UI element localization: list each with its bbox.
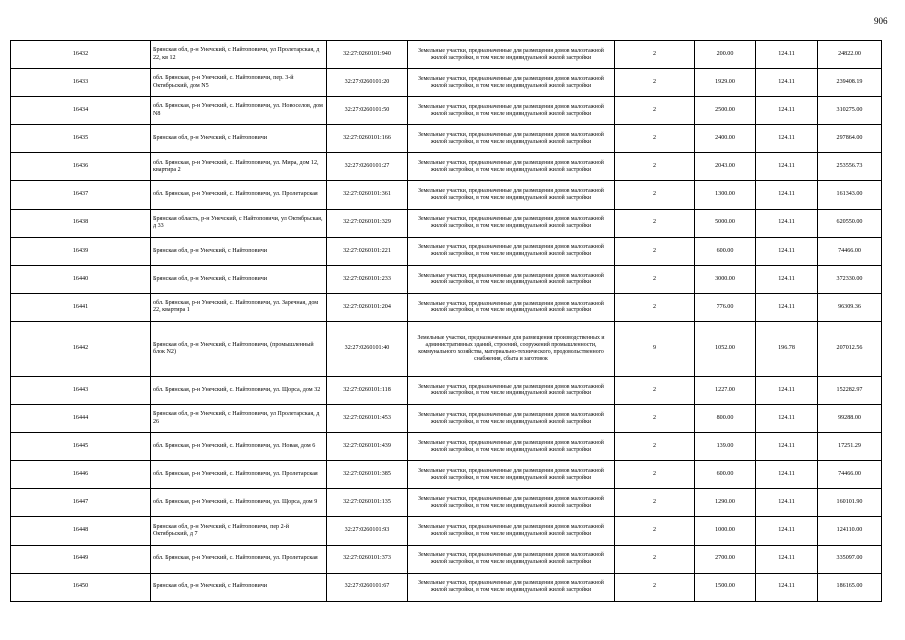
specific-value-cell: 124.11 [756, 461, 818, 489]
land-use-cell: Земельные участки, предназначенные для размещения домов малоэтажной жилой застройки, в том числе индивидуальной жилой застройки [408, 237, 615, 265]
address-cell: Брянская обл, р-н Унечский, с Найтоповичи [151, 573, 327, 601]
row-number-cell: 16450 [11, 573, 151, 601]
area-cell: 600.00 [695, 237, 756, 265]
table-row [11, 97, 882, 125]
row-number-cell: 16442 [11, 321, 151, 376]
area-cell: 3000.00 [695, 265, 756, 293]
specific-value-cell: 124.11 [756, 237, 818, 265]
table-row [11, 405, 882, 433]
cadastral-value-cell: 310275.00 [818, 97, 882, 125]
cadastral-number-cell: 32:27:0260101:27 [327, 153, 408, 181]
row-number-cell: 16445 [11, 433, 151, 461]
row-number-cell: 16446 [11, 461, 151, 489]
table-row [11, 489, 882, 517]
area-cell: 600.00 [695, 461, 756, 489]
cadastral-number-cell: 32:27:0260101:50 [327, 97, 408, 125]
row-number-cell: 16441 [11, 293, 151, 321]
cadastral-value-cell: 335097.00 [818, 545, 882, 573]
group-cell: 9 [615, 321, 695, 376]
group-cell: 2 [615, 489, 695, 517]
area-cell: 1290.00 [695, 489, 756, 517]
address-cell: обл. Брянская, р-н Унечский, с. Найтоповичи, ул. Пролетарская [151, 545, 327, 573]
specific-value-cell: 196.78 [756, 321, 818, 376]
address-cell: Брянская обл, р-н Унечский, с Найтоповичи [151, 237, 327, 265]
land-use-cell: Земельные участки, предназначенные для размещения домов малоэтажной жилой застройки, в том числе индивидуальной жилой застройки [408, 41, 615, 69]
cadastral-value-cell: 17251.29 [818, 433, 882, 461]
cadastral-number-cell: 32:27:0260101:166 [327, 125, 408, 153]
table-row [11, 181, 882, 209]
row-number-cell: 16437 [11, 181, 151, 209]
group-cell: 2 [615, 573, 695, 601]
cadastral-number-cell: 32:27:0260101:67 [327, 573, 408, 601]
specific-value-cell: 124.11 [756, 265, 818, 293]
specific-value-cell: 124.11 [756, 209, 818, 237]
area-cell: 200.00 [695, 41, 756, 69]
group-cell: 2 [615, 41, 695, 69]
address-cell: Брянская обл, р-н Унечский, с Найтоповичи, пер 2-й Октябрьский, д 7 [151, 517, 327, 545]
cadastral-value-cell: 74466.00 [818, 461, 882, 489]
table-row [11, 461, 882, 489]
address-cell: Брянская область, р-н Унечский, с Найтоповичи, ул Октябрьская, д 33 [151, 209, 327, 237]
land-use-cell: Земельные участки, предназначенные для размещения домов малоэтажной жилой застройки, в том числе индивидуальной жилой застройки [408, 405, 615, 433]
cadastral-value-cell: 96309.36 [818, 293, 882, 321]
table-row [11, 433, 882, 461]
cadastral-number-cell: 32:27:0260101:385 [327, 461, 408, 489]
land-use-cell: Земельные участки, предназначенные для размещения домов малоэтажной жилой застройки, в том числе индивидуальной жилой застройки [408, 293, 615, 321]
table-row [11, 237, 882, 265]
land-use-cell: Земельные участки, предназначенные для размещения домов малоэтажной жилой застройки, в том числе индивидуальной жилой застройки [408, 376, 615, 404]
cadastral-number-cell: 32:27:0260101:373 [327, 545, 408, 573]
cadastral-value-cell: 207012.56 [818, 321, 882, 376]
cadastral-number-cell: 32:27:0260101:204 [327, 293, 408, 321]
land-use-cell: Земельные участки, предназначенные для размещения домов малоэтажной жилой застройки, в том числе индивидуальной жилой застройки [408, 461, 615, 489]
cadastral-number-cell: 32:27:0260101:439 [327, 433, 408, 461]
group-cell: 2 [615, 461, 695, 489]
group-cell: 2 [615, 376, 695, 404]
table-row [11, 545, 882, 573]
area-cell: 1000.00 [695, 517, 756, 545]
cadastral-value-cell: 152282.97 [818, 376, 882, 404]
land-use-cell: Земельные участки, предназначенные для размещения домов малоэтажной жилой застройки, в том числе индивидуальной жилой застройки [408, 489, 615, 517]
address-cell: обл. Брянская, р-н Унечский, с. Найтоповичи, ул. Новоселов, дом N8 [151, 97, 327, 125]
land-use-cell: Земельные участки, предназначенные для размещения домов малоэтажной жилой застройки, в том числе индивидуальной жилой застройки [408, 573, 615, 601]
row-number-cell: 16435 [11, 125, 151, 153]
specific-value-cell: 124.11 [756, 293, 818, 321]
cadastral-value-cell: 297864.00 [818, 125, 882, 153]
row-number-cell: 16432 [11, 41, 151, 69]
area-cell: 2400.00 [695, 125, 756, 153]
area-cell: 2043.00 [695, 153, 756, 181]
cadastral-value-cell: 620550.00 [818, 209, 882, 237]
row-number-cell: 16443 [11, 376, 151, 404]
specific-value-cell: 124.11 [756, 41, 818, 69]
area-cell: 2700.00 [695, 545, 756, 573]
specific-value-cell: 124.11 [756, 573, 818, 601]
cadastral-value-cell: 253556.73 [818, 153, 882, 181]
row-number-cell: 16436 [11, 153, 151, 181]
page-number: 906 [874, 16, 888, 26]
cadastral-number-cell: 32:27:0260101:329 [327, 209, 408, 237]
group-cell: 2 [615, 517, 695, 545]
specific-value-cell: 124.11 [756, 545, 818, 573]
table-row [11, 293, 882, 321]
table-row [11, 125, 882, 153]
specific-value-cell: 124.11 [756, 69, 818, 97]
cadastral-value-cell: 372330.00 [818, 265, 882, 293]
cadastral-value-cell: 161343.00 [818, 181, 882, 209]
specific-value-cell: 124.11 [756, 97, 818, 125]
address-cell: обл. Брянская, р-н Унечский, с. Найтоповичи, ул. Мира, дом 12, квартира 2 [151, 153, 327, 181]
cadastral-value-cell: 160101.90 [818, 489, 882, 517]
land-use-cell: Земельные участки, предназначенные для размещения домов малоэтажной жилой застройки, в том числе индивидуальной жилой застройки [408, 97, 615, 125]
land-use-cell: Земельные участки, предназначенные для размещения домов малоэтажной жилой застройки, в том числе индивидуальной жилой застройки [408, 181, 615, 209]
row-number-cell: 16438 [11, 209, 151, 237]
row-number-cell: 16448 [11, 517, 151, 545]
group-cell: 2 [615, 265, 695, 293]
land-use-cell: Земельные участки, предназначенные для размещения домов малоэтажной жилой застройки, в том числе индивидуальной жилой застройки [408, 517, 615, 545]
cadastral-value-table [10, 40, 882, 602]
specific-value-cell: 124.11 [756, 376, 818, 404]
specific-value-cell: 124.11 [756, 489, 818, 517]
address-cell: обл. Брянская, р-н Унечский, с. Найтоповичи, пер. 3-й Октябрьский, дом N5 [151, 69, 327, 97]
group-cell: 2 [615, 293, 695, 321]
land-use-cell: Земельные участки, предназначенные для размещения производственных и административных зданий, строений, сооружений промышленности, коммунального хозяйства, материально-технического, продовольственного снабжения, сбыта и заготовок [408, 321, 615, 376]
row-number-cell: 16447 [11, 489, 151, 517]
address-cell: обл. Брянская, р-н Унечский, с. Найтоповичи, ул. Новая, дом 6 [151, 433, 327, 461]
area-cell: 1052.00 [695, 321, 756, 376]
row-number-cell: 16433 [11, 69, 151, 97]
cadastral-number-cell: 32:27:0260101:20 [327, 69, 408, 97]
table-body [11, 41, 882, 602]
table-row [11, 209, 882, 237]
specific-value-cell: 124.11 [756, 433, 818, 461]
cadastral-value-cell: 239408.19 [818, 69, 882, 97]
cadastral-number-cell: 32:27:0260101:135 [327, 489, 408, 517]
specific-value-cell: 124.11 [756, 517, 818, 545]
area-cell: 139.00 [695, 433, 756, 461]
area-cell: 1929.00 [695, 69, 756, 97]
address-cell: обл. Брянская, р-н Унечский, с. Найтоповичи, ул. Пролетарская [151, 181, 327, 209]
cadastral-number-cell: 32:27:0260101:118 [327, 376, 408, 404]
address-cell: обл. Брянская, р-н Унечский, с. Найтоповичи, ул. Щорса, дом 9 [151, 489, 327, 517]
land-use-cell: Земельные участки, предназначенные для размещения домов малоэтажной жилой застройки, в том числе индивидуальной жилой застройки [408, 153, 615, 181]
area-cell: 800.00 [695, 405, 756, 433]
area-cell: 5000.00 [695, 209, 756, 237]
cadastral-value-cell: 24822.00 [818, 41, 882, 69]
address-cell: Брянская обл, р-н Унечский, с Найтоповичи [151, 265, 327, 293]
row-number-cell: 16439 [11, 237, 151, 265]
area-cell: 1300.00 [695, 181, 756, 209]
land-use-cell: Земельные участки, предназначенные для размещения домов малоэтажной жилой застройки, в том числе индивидуальной жилой застройки [408, 69, 615, 97]
group-cell: 2 [615, 433, 695, 461]
group-cell: 2 [615, 69, 695, 97]
address-cell: обл. Брянская, р-н Унечский, с. Найтоповичи, ул. Щорса, дом 32 [151, 376, 327, 404]
land-use-cell: Земельные участки, предназначенные для размещения домов малоэтажной жилой застройки, в том числе индивидуальной жилой застройки [408, 209, 615, 237]
area-cell: 1500.00 [695, 573, 756, 601]
group-cell: 2 [615, 153, 695, 181]
cadastral-number-cell: 32:27:0260101:361 [327, 181, 408, 209]
address-cell: обл. Брянская, р-н Унечский, с. Найтоповичи, ул. Заречная, дом 22, квартира 1 [151, 293, 327, 321]
cadastral-value-cell: 186165.00 [818, 573, 882, 601]
cadastral-number-cell: 32:27:0260101:40 [327, 321, 408, 376]
specific-value-cell: 124.11 [756, 181, 818, 209]
area-cell: 2500.00 [695, 97, 756, 125]
area-cell: 776.00 [695, 293, 756, 321]
cadastral-value-cell: 99288.00 [818, 405, 882, 433]
table-row [11, 573, 882, 601]
cadastral-number-cell: 32:27:0260101:233 [327, 265, 408, 293]
table-row [11, 321, 882, 376]
cadastral-number-cell: 32:27:0260101:221 [327, 237, 408, 265]
land-use-cell: Земельные участки, предназначенные для размещения домов малоэтажной жилой застройки, в том числе индивидуальной жилой застройки [408, 125, 615, 153]
table-row [11, 153, 882, 181]
group-cell: 2 [615, 125, 695, 153]
address-cell: Брянская обл, р-н Унечский, с Найтоповичи [151, 125, 327, 153]
table-row [11, 41, 882, 69]
row-number-cell: 16449 [11, 545, 151, 573]
cadastral-number-cell: 32:27:0260101:93 [327, 517, 408, 545]
address-cell: Брянская обл, р-н Унечский, с Найтоповичи, ул Пролетарская, д 22, кв 12 [151, 41, 327, 69]
group-cell: 2 [615, 97, 695, 125]
row-number-cell: 16444 [11, 405, 151, 433]
row-number-cell: 16440 [11, 265, 151, 293]
land-use-cell: Земельные участки, предназначенные для размещения домов малоэтажной жилой застройки, в том числе индивидуальной жилой застройки [408, 545, 615, 573]
group-cell: 2 [615, 209, 695, 237]
group-cell: 2 [615, 405, 695, 433]
address-cell: обл. Брянская, р-н Унечский, с. Найтоповичи, ул. Пролетарская [151, 461, 327, 489]
land-use-cell: Земельные участки, предназначенные для размещения домов малоэтажной жилой застройки, в том числе индивидуальной жилой застройки [408, 265, 615, 293]
cadastral-number-cell: 32:27:0260101:940 [327, 41, 408, 69]
specific-value-cell: 124.11 [756, 125, 818, 153]
specific-value-cell: 124.11 [756, 153, 818, 181]
row-number-cell: 16434 [11, 97, 151, 125]
area-cell: 1227.00 [695, 376, 756, 404]
group-cell: 2 [615, 237, 695, 265]
table-row [11, 69, 882, 97]
table-row [11, 265, 882, 293]
table-row [11, 376, 882, 404]
cadastral-number-cell: 32:27:0260101:453 [327, 405, 408, 433]
specific-value-cell: 124.11 [756, 405, 818, 433]
table-row [11, 517, 882, 545]
cadastral-value-cell: 74466.00 [818, 237, 882, 265]
address-cell: Брянская обл, р-н Унечский, с Найтоповичи, ул Пролетарская, д 26 [151, 405, 327, 433]
address-cell: Брянская обл, р-н Унечский, с Найтоповичи, (промышленный блок N2) [151, 321, 327, 376]
group-cell: 2 [615, 545, 695, 573]
group-cell: 2 [615, 181, 695, 209]
cadastral-value-cell: 124110.00 [818, 517, 882, 545]
land-use-cell: Земельные участки, предназначенные для размещения домов малоэтажной жилой застройки, в том числе индивидуальной жилой застройки [408, 433, 615, 461]
